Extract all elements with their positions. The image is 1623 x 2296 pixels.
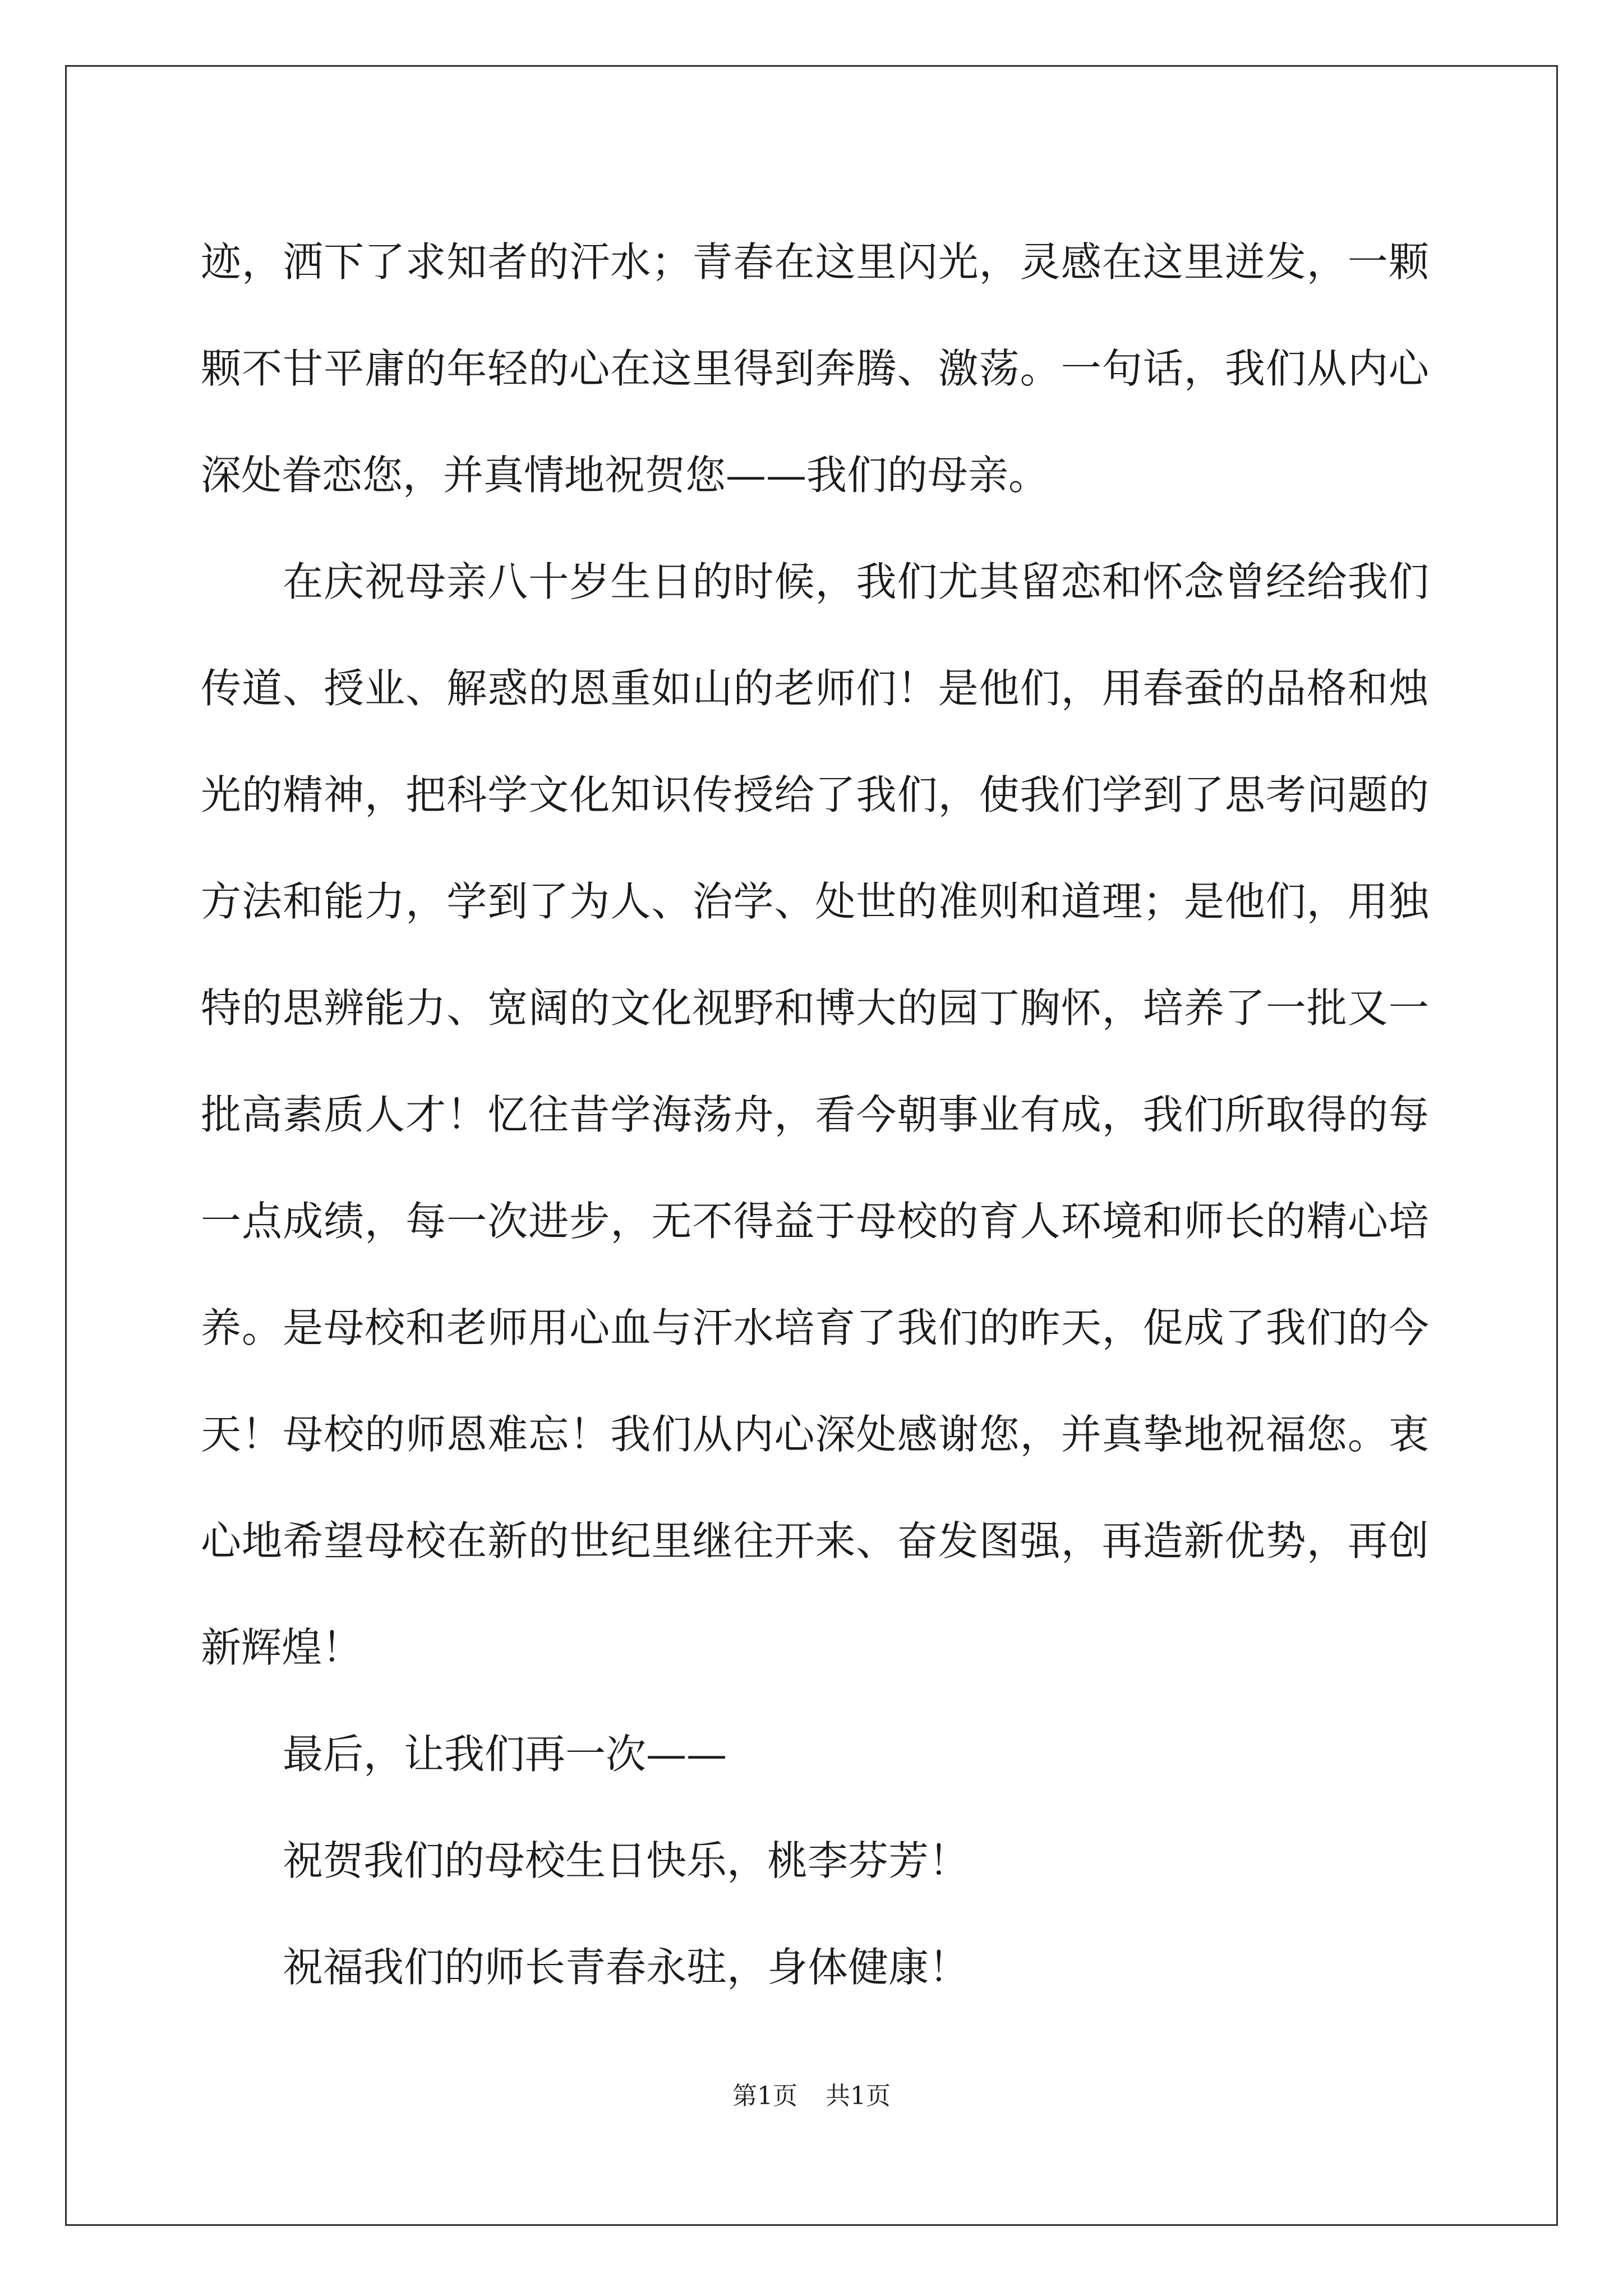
paragraph-wish-school: 祝贺我们的母校生日快乐，桃李芬芳！ bbox=[283, 1837, 970, 1884]
page-number-total: 共1页 bbox=[826, 2082, 891, 2110]
page-number-current: 第1页 bbox=[732, 2082, 797, 2110]
paragraph-wish-teachers: 祝福我们的师长青春永驻，身体健康！ bbox=[283, 1944, 970, 1991]
page-footer bbox=[0, 2076, 1623, 2111]
paragraph-teachers: 在庆祝母亲八十岁生日的时候，我们尤其留恋和怀念曾经给我们传道、授业、解惑的恩重如山的老师们！是他们，用春蚕的品格和烛光的精神，把科学文化知识传授给了我们，使我们学到了思考问题的方法和能力，学到了为人、治学、处世的准则和道理；是他们，用独特的思辨能力、宽阔的文化视野和博大的园丁胸怀，培养了一批又一批高素质人才！忆往昔学海荡舟，看今朝事业有成，我们所取得的每一点成绩，每一次进步，无不得益于母校的育人环境和师长的精心培养。是母校和老师用心血与汗水培育了我们的昨天，促成了我们的今天！母校的师恩难忘！我们从内心深处感谢您，并真挚地祝福您。衷心地希望母校在新的世纪里继往开来、奋发图强，再造新优势，再创新辉煌！ bbox=[201, 558, 1429, 1671]
paragraph-continuation: 迹，洒下了求知者的汗水；青春在这里闪光，灵感在这里迸发，一颗颗不甘平庸的年轻的心在这里得到奔腾、激荡。一句话，我们从内心深处眷恋您，并真情地祝贺您——我们的母亲。 bbox=[201, 238, 1429, 499]
paragraph-finally: 最后，让我们再一次—— bbox=[283, 1731, 727, 1778]
document-body bbox=[201, 209, 1429, 2021]
